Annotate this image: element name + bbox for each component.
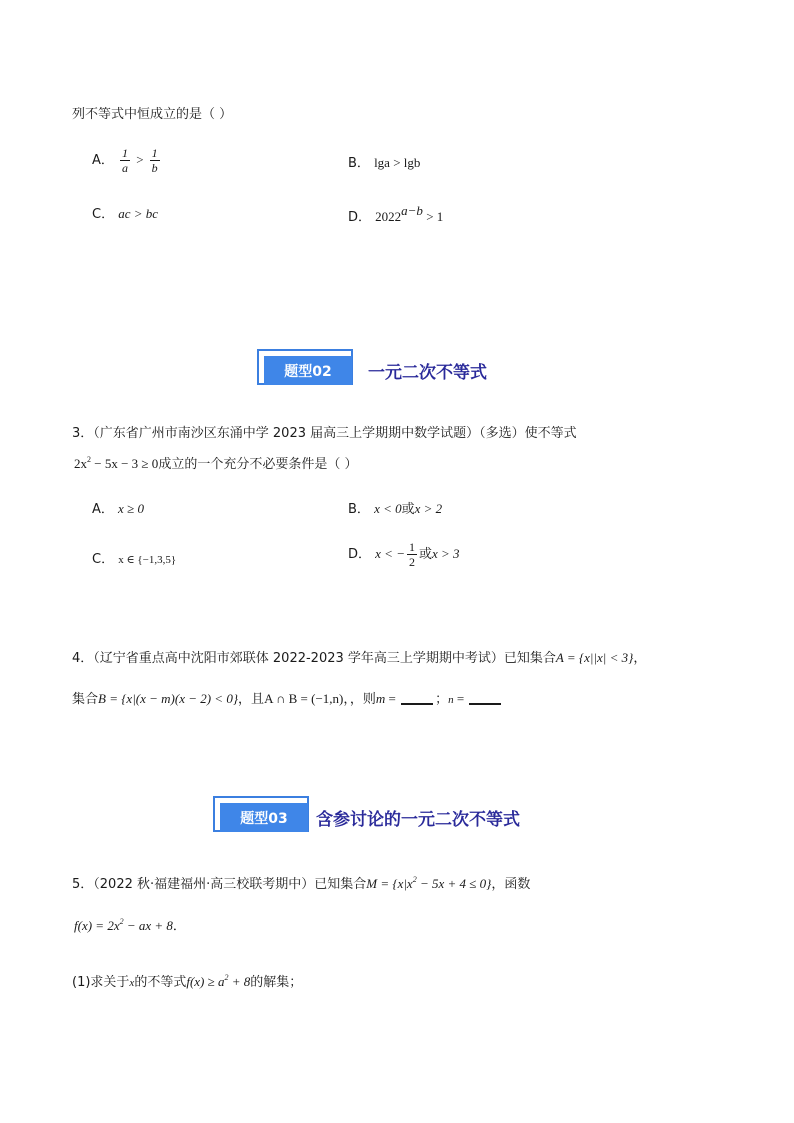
option-label: D． bbox=[348, 210, 372, 225]
stem-text: 集合 bbox=[72, 692, 99, 707]
fraction bbox=[150, 146, 160, 175]
stem-text: ， bbox=[633, 651, 647, 666]
option-label: C． bbox=[92, 207, 115, 222]
question-stem: 3．（广东省广州市南沙区东涌中学 2023 届高三上学期期中数学试题）（多选）使不等式 bbox=[72, 426, 577, 441]
exponent: 2 bbox=[224, 973, 229, 982]
intersection: A ∩ B = (−1,n) bbox=[264, 691, 344, 706]
stem-text: 5．（2022 秋·福建福州·高三校联考期中）已知集合 bbox=[72, 877, 367, 892]
option-label: A． bbox=[92, 502, 114, 517]
operator: > bbox=[136, 152, 144, 167]
var-m: m bbox=[375, 691, 386, 706]
term: f(x) ≥ a bbox=[186, 974, 225, 989]
option-expression: x < − bbox=[375, 546, 405, 561]
set-b: B = {x|(x − m)(x − 2) < 0} bbox=[98, 691, 239, 706]
option-expression: ac > bc bbox=[118, 206, 159, 221]
question-stem-line2 bbox=[72, 688, 503, 707]
or-text: 或 bbox=[401, 502, 415, 517]
section-badge bbox=[257, 349, 357, 389]
section-title: 含参讨论的一元二次不等式 bbox=[316, 810, 520, 830]
option-expression bbox=[375, 203, 444, 224]
base: 2022 bbox=[375, 209, 402, 224]
section-title: 一元二次不等式 bbox=[368, 363, 487, 383]
option-label: B． bbox=[348, 502, 370, 517]
term: − ax + 8 bbox=[123, 918, 173, 933]
option-c bbox=[92, 203, 158, 222]
badge-label: 题型03 bbox=[220, 803, 308, 832]
term: + 8 bbox=[228, 974, 251, 989]
answer-blank-m[interactable] bbox=[401, 693, 433, 705]
question-stem-line2 bbox=[74, 453, 357, 472]
comparison: > 1 bbox=[422, 209, 444, 224]
option-label: B． bbox=[348, 156, 370, 171]
equals: = bbox=[385, 691, 400, 706]
equals: = bbox=[453, 691, 468, 706]
fraction bbox=[120, 146, 130, 175]
function-expression bbox=[74, 918, 173, 933]
sub-question-1 bbox=[72, 971, 302, 990]
option-expression: x > 2 bbox=[414, 501, 443, 516]
stem-text: 4．（辽宁省重点高中沈阳市郊联体 2022-2023 学年高三上学期期中考试）已知集合 bbox=[72, 651, 556, 666]
option-label: A． bbox=[92, 153, 114, 168]
term: 2x bbox=[74, 456, 87, 471]
exponent: a−b bbox=[401, 203, 423, 218]
question-stem bbox=[72, 873, 530, 892]
answer-blank-n[interactable] bbox=[469, 693, 501, 705]
option-c bbox=[92, 548, 176, 567]
stem-text: ，函数 bbox=[491, 877, 531, 892]
function-definition bbox=[74, 915, 186, 934]
option-label: C． bbox=[92, 552, 115, 567]
stem-text: 的解集； bbox=[250, 975, 303, 990]
stem-text: (1)求关于 bbox=[72, 975, 130, 990]
exponent: 2 bbox=[412, 875, 417, 884]
option-expression: x ∈ {−1,3,5} bbox=[118, 554, 177, 566]
denominator: b bbox=[151, 161, 158, 175]
numerator: 1 bbox=[122, 146, 129, 160]
stem-text: ． bbox=[172, 919, 186, 934]
badge-label: 题型02 bbox=[264, 356, 352, 385]
stem-text: ，，则 bbox=[343, 692, 376, 707]
fraction bbox=[407, 540, 417, 569]
inequality bbox=[186, 974, 250, 989]
option-b bbox=[348, 152, 420, 171]
term: − 5x + 4 ≤ 0} bbox=[416, 876, 492, 891]
exponent: 2 bbox=[119, 917, 124, 926]
option-label: D． bbox=[348, 547, 372, 562]
numerator: 1 bbox=[151, 146, 158, 160]
set-a: A = {x||x| < 3} bbox=[555, 650, 634, 665]
separator: ； bbox=[435, 692, 449, 707]
option-b bbox=[348, 498, 442, 517]
option-d bbox=[348, 203, 443, 225]
question-stem: 列不等式中恒成立的是（ ） bbox=[72, 107, 233, 122]
option-a bbox=[92, 498, 144, 517]
set-m bbox=[366, 876, 491, 891]
denominator: 2 bbox=[408, 555, 415, 569]
exponent: 2 bbox=[87, 455, 91, 464]
option-a bbox=[92, 146, 162, 175]
option-expression: x < 0 bbox=[374, 501, 402, 516]
term: f(x) = 2x bbox=[74, 918, 120, 933]
section-badge bbox=[213, 796, 313, 836]
stem-text: 成立的一个充分不必要条件是（ ） bbox=[158, 457, 358, 472]
or-text: 或 bbox=[418, 547, 432, 562]
var-n: n bbox=[448, 694, 454, 706]
inequality bbox=[74, 456, 158, 471]
option-expression: lga > lgb bbox=[374, 155, 421, 170]
question-stem bbox=[72, 647, 646, 666]
term: − 5x − 3 ≥ 0 bbox=[91, 456, 159, 471]
term: M = {x|x bbox=[366, 876, 413, 891]
option-d bbox=[348, 540, 460, 569]
stem-text: ，且 bbox=[238, 692, 265, 707]
numerator: 1 bbox=[408, 540, 415, 554]
stem-text: 的不等式 bbox=[134, 975, 187, 990]
option-expression: x > 3 bbox=[432, 546, 460, 561]
denominator: a bbox=[122, 161, 129, 175]
option-expression: x ≥ 0 bbox=[118, 501, 144, 516]
variable: x bbox=[129, 977, 135, 989]
